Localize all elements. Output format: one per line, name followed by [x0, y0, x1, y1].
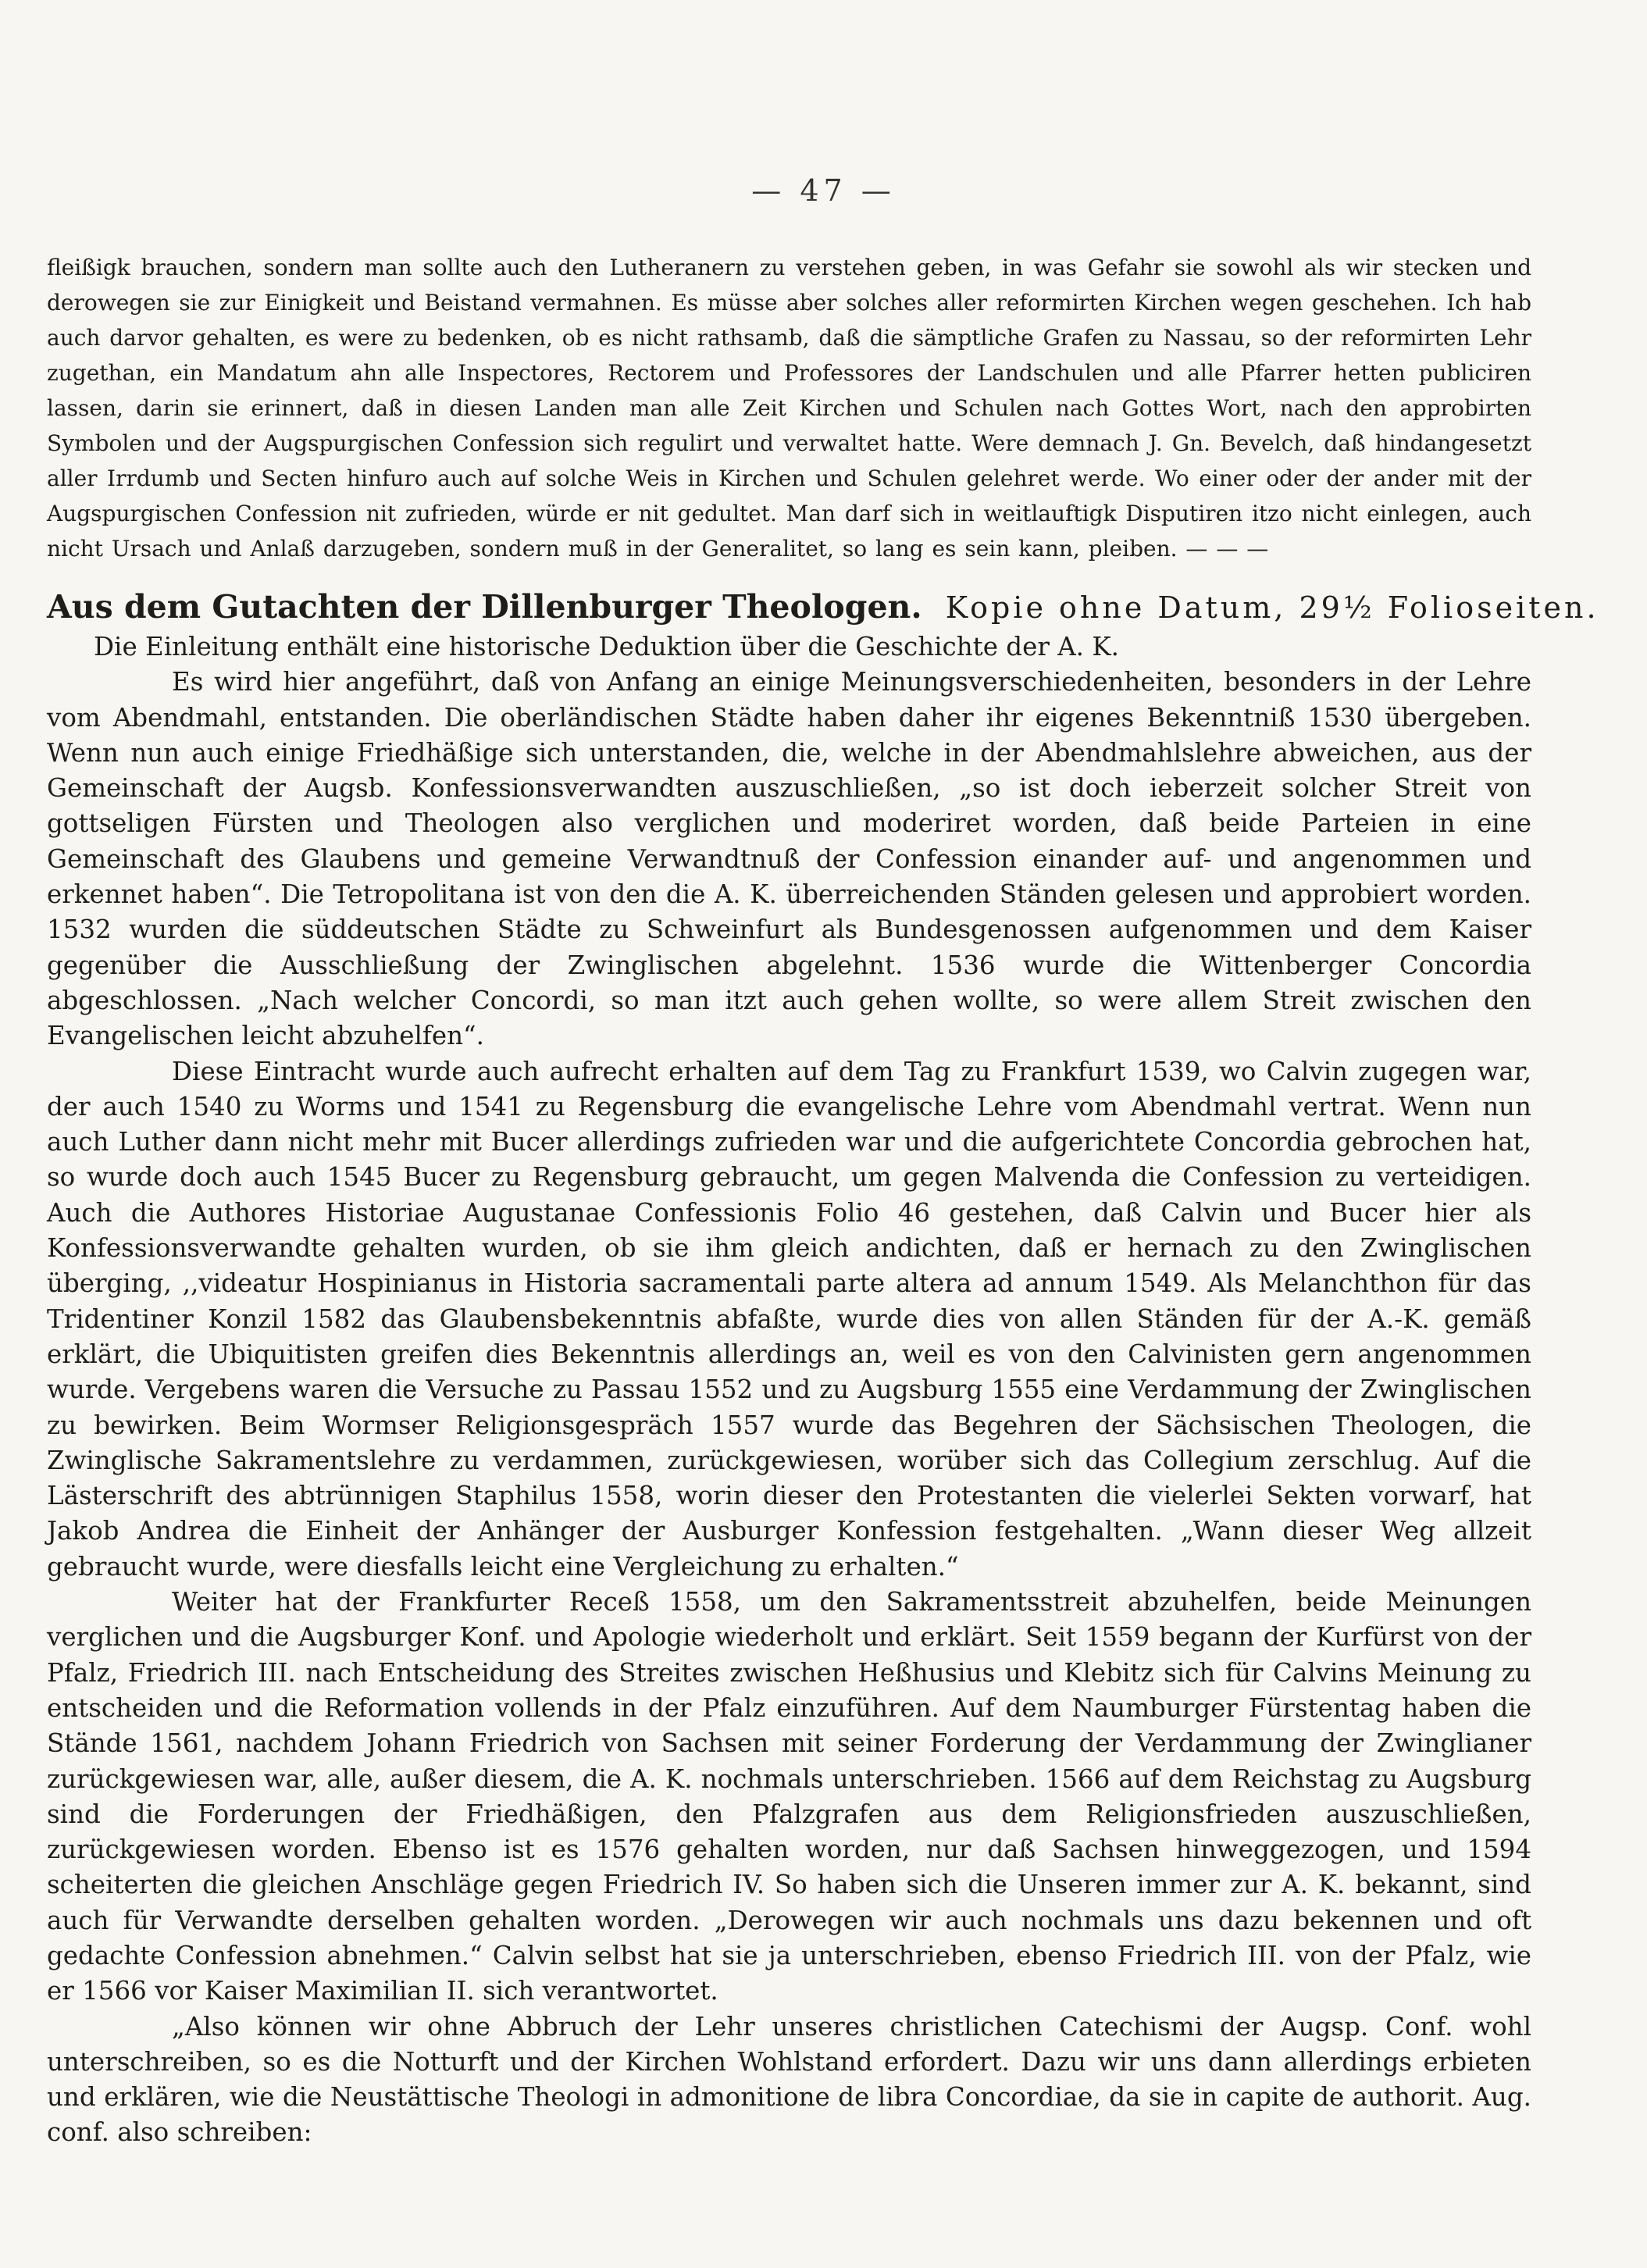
page-number: — 47 —: [751, 173, 896, 208]
paragraph-intro: Die Einleitung enthält eine historische Deduktion über die Geschichte der A. K.: [94, 632, 1119, 662]
paragraph: Es wird hier angeführt, daß von Anfang an einige Meinungsverschiedenheiten, besonders in der Lehre vom Abendmahl, entstanden. Die oberländischen Städte haben daher ihr eigenes Bekenntniß 1530 übergeben. Wenn nun auch einige Friedhäßige sich unterstanden, die, welche in der Abendmahlslehre abweichen, aus der Gemeinschaft der Augsb. Konfessionsverwandten auszuschließen, „so ist doch ieberzeit solcher Streit von gottseligen Fürsten und Theologen also verglichen und moderiret worden, daß beide Parteien in eine Gemeinschaft des Glaubens und gemeine Verwandtnuß der Confession einander auf- und angenommen und erkennet haben“. Die Tetropolitana ist von den die A. K. überreichenden Ständen gelesen und approbiert worden. 1532 wurden die süddeutschen Städte zu Schweinfurt als Bundesgenossen aufgenommen und dem Kaiser gegenüber die Ausschließung der Zwinglischen abgelehnt. 1536 wurde die Wittenberger Concordia abgeschlossen. „Nach welcher Concordi, so man itzt auch gehen wollte, so were allem Streit zwischen den Evangelischen leicht abzuhelfen“.: [47, 667, 1531, 1051]
paragraph: Diese Eintracht wurde auch aufrecht erhalten auf dem Tag zu Frankfurt 1539, wo Calvin zugegen war, der auch 1540 zu Worms und 1541 zu Regensburg die evangelische Lehre vom Abendmahl vertrat. Wenn nun auch Luther dann nicht mehr mit Bucer allerdings zufrieden war und die aufgerichtete Concordia gebrochen hat, so wurde doch auch 1545 Bucer zu Regensburg gebraucht, um gegen Malvenda die Confession zu verteidigen. Auch die Authores Historiae Augustanae Confessionis Folio 46 gestehen, daß Calvin und Bucer hier als Konfessionsverwandte gehalten wurden, ob sie ihm gleich andichten, daß er hernach zu den Zwinglischen überging, ,,videatur Hospinianus in Historia sacramentali parte altera ad annum 1549. Als Melanchthon für das Tridentiner Konzil 1582 das Glaubensbekenntnis abfaßte, wurde dies von allen Ständen für der A.-K. gemäß erklärt, die Ubiquitisten greifen dies Bekenntnis allerdings an, weil es von den Calvinisten gern angenommen wurde. Vergebens waren die Versuche zu Passau 1552 und zu Augsburg 1555 eine Verdammung der Zwinglischen zu bewirken. Beim Wormser Religionsgespräch 1557 wurde das Begehren der Sächsischen Theologen, die Zwinglische Sakramentslehre zu verdammen, zurückgewiesen, worüber sich das Collegium zerschlug. Auf die Lästerschrift des abtrünnigen Staphilus 1558, worin dieser den Protestanten die vielerlei Sekten vorwarf, hat Jakob Andrea die Einheit der Anhänger der Ausburger Konfession festgehalten. „Wann dieser Weg allzeit gebraucht wurde, were diesfalls leicht eine Vergleichung zu erhalten.“: [47, 1056, 1531, 1582]
section-heading: [47, 585, 1599, 629]
paragraph: Weiter hat der Frankfurter Receß 1558, um den Sakramentsstreit abzuhelfen, beide Meinungen verglichen und die Augsburger Konf. und Apologie wiederholt und erklärt. Seit 1559 begann der Kurfürst von der Pfalz, Friedrich III. nach Entscheidung des Streites zwischen Heßhusius und Klebitz sich für Calvins Meinung zu entscheiden und die Reformation vollends in der Pfalz einzuführen. Auf dem Naumburger Fürstentag haben die Stände 1561, nachdem Johann Friedrich von Sachsen mit seiner Forderung der Verdammung der Zwinglianer zurückgewiesen war, alle, außer diesem, die A. K. nochmals unterschrieben. 1566 auf dem Reichstag zu Augsburg sind die Forderungen der Friedhäßigen, den Pfalzgrafen aus dem Religionsfrieden auszuschließen, zurückgewiesen worden. Ebenso ist es 1576 gehalten worden, nur daß Sachsen hinweggezogen, und 1594 scheiterten die gleichen Anschläge gegen Friedrich IV. So haben sich die Unseren immer zur A. K. bekannt, sind auch für Verwandte derselben gehalten worden. „Derowegen wir auch nochmals uns dazu bekennen und oft gedachte Confession abnehmen.“ Calvin selbst hat sie ja unterschrieben, ebenso Friedrich III. von der Pfalz, wie er 1566 vor Kaiser Maximilian II. sich verantwortet.: [47, 1587, 1531, 2006]
quoted-letter-text: fleißigk brauchen, sondern man sollte auch den Lutheranern zu verstehen geben, in was Gefahr sie sowohl als wir stecken und derowegen sie zur Einigkeit und Beistand vermahnen. Es müsse aber solches aller reformirten Kirchen wegen geschehen. Ich hab auch darvor gehalten, es were zu bedenken, ob es nicht rathsamb, daß die sämptliche Grafen zu Nassau, so der reformirten Lehr zugethan, ein Mandatum ahn alle Inspectores, Rectorem und Professores der Landschulen und alle Pfarrer hetten publiciren lassen, darin sie erinnert, daß in diesen Landen man alle Zeit Kirchen und Schulen nach Gottes Wort, nach den approbirten Symbolen und der Augspurgischen Confession sich regulirt und verwaltet hatte. Were demnach J. Gn. Bevelch, daß hindangesetzt aller Irrdumb und Secten hinfuro auch auf solche Weis in Kirchen und Schulen gelehret werde. Wo einer oder der ander mit der Augspurgischen Confession nit zufrieden, würde er nit gedultet. Man darf sich in weitlauftigk Disputiren itzo nicht einlegen, auch nicht Ursach und Anlaß darzugeben, sondern muß in der Generalitet, so lang es sein kann, pleiben. — — —: [47, 255, 1531, 562]
section-source-note: Kopie ohne Datum, 29½ Folioseiten.: [945, 590, 1599, 625]
section-title: Aus dem Gutachten der Dillenburger Theologen.: [47, 588, 922, 626]
section-body: [47, 629, 1531, 2151]
paragraph: „Also können wir ohne Abbruch der Lehr unseres christlichen Catechismi der Augsp. Conf. wohl unterschreiben, so es die Notturft und der Kirchen Wohlstand erfordert. Dazu wir uns dann allerdings erbieten und erklären, wie die Neustättische Theologi in admonitione de libra Concordiae, da sie in capite de authorit. Aug. conf. also schreiben:: [47, 2011, 1531, 2148]
